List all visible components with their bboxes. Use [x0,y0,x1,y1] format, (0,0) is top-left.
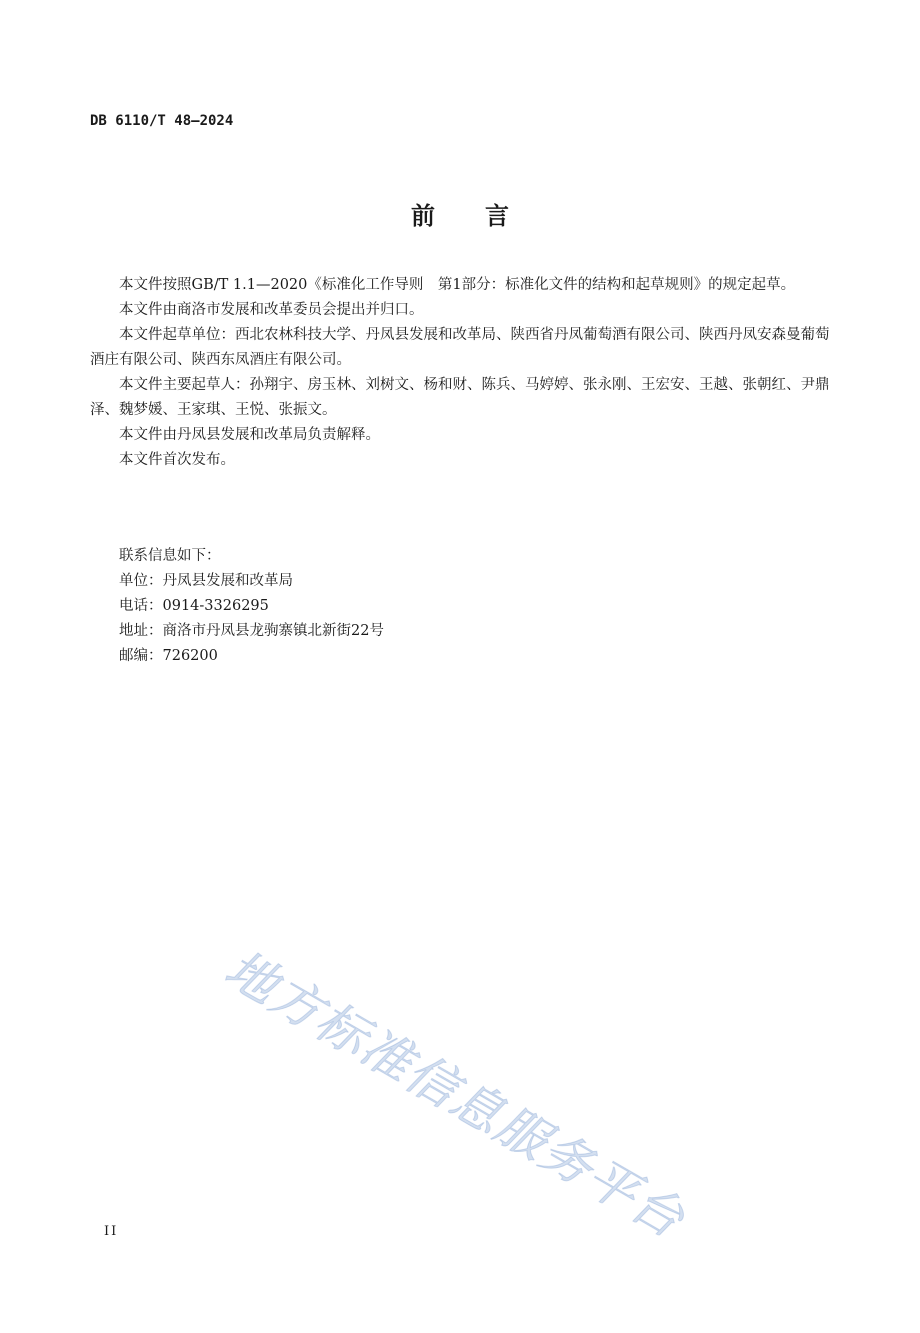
paragraph-drafting-rules: 本文件按照GB/T 1.1—2020《标准化工作导则 第1部分：标准化文件的结构和起草规则》的规定起草。 [119,277,796,293]
title-part-1: 前 [411,202,435,230]
contact-heading: 联系信息如下： [119,548,221,564]
contact-address: 地址：商洛市丹凤县龙驹寨镇北新街22号 [119,623,384,639]
contact-phone: 电话：0914-3326295 [119,598,269,614]
contact-info [90,544,832,669]
foreword-body [90,273,832,473]
paragraph-interpretation: 本文件由丹凤县发展和改革局负责解释。 [119,427,380,443]
paragraph-first-release: 本文件首次发布。 [119,452,235,468]
document-code: DB 6110/T 48—2024 [90,113,234,129]
page-number: II [104,1224,119,1239]
watermark-text: 地方标准信息服务平台 [215,939,695,1250]
contact-unit: 单位：丹凤县发展和改革局 [119,573,293,589]
page-title [0,196,920,231]
paragraph-drafters: 本文件主要起草人：孙翔宇、房玉林、刘树文、杨和财、陈兵、马婷婷、张永刚、王宏安、王越、张朝红、尹鼎泽、魏梦媛、王家琪、王悦、张振文。 [90,377,830,418]
contact-postcode: 邮编：726200 [119,648,218,664]
paragraph-drafting-units: 本文件起草单位：西北农林科技大学、丹凤县发展和改革局、陕西省丹凤葡萄酒有限公司、陕西丹凤安森曼葡萄酒庄有限公司、陕西东凤酒庄有限公司。 [90,327,830,368]
paragraph-proposer: 本文件由商洛市发展和改革委员会提出并归口。 [119,302,424,318]
title-part-2: 言 [485,202,509,230]
